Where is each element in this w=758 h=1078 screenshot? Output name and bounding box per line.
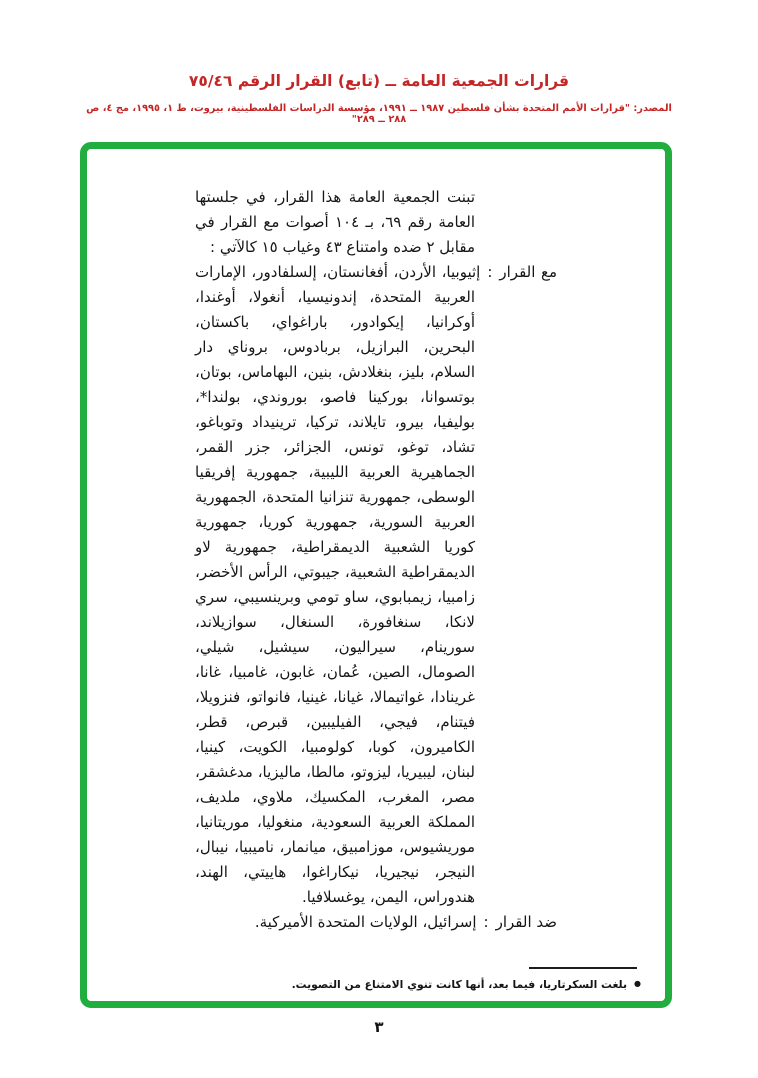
footnote-bullet-icon: ● bbox=[634, 979, 641, 988]
page-number: ٣ bbox=[374, 1018, 384, 1036]
page-title: قرارات الجمعية العامة ــ (تابع) القرار الرقم ٧٥/٤٦ bbox=[188, 72, 570, 90]
resolution-body bbox=[195, 185, 557, 935]
footnote-divider bbox=[529, 967, 637, 969]
vote-against-countries: إسرائيل، الولايات المتحدة الأميركية. bbox=[254, 913, 477, 931]
vote-against-label: ضد القرار bbox=[495, 913, 557, 931]
resolution-frame bbox=[80, 142, 672, 1008]
vote-for-item bbox=[195, 260, 557, 910]
source-line: المصدر: "قرارات الأمم المتحدة بشأن فلسطين ١٩٨٧ ــ ١٩٩١، مؤسسة الدراسات الفلسطينية، بيروت، ط ١، ١٩٩٥، مج ٤، ص ٢٨٨ ــ ٢٨٩" bbox=[86, 103, 672, 125]
vote-for-countries: إثيوبيا، الأردن، أفغانستان، إلسلفادور، الإمارات العربية المتحدة، إندونيسيا، أنغولا، أوغندا، أوكرانيا، إيكوادور، باراغواي، باكستان، البحرين، البرازيل، بربادوس، بروناي دار السلام، بليز، بنغلادش، بنين، البهاماس، بوتان، بوتسوانا، بوركينا فاصو، بوروندي، بولندا*، بوليفيا، بيرو، تايلاند، تركيا، ترينيداد وتوباغو، تشاد، توغو، تونس، الجزائر، جزر القمر، الجماهيرية العربية الليبية، جمهورية إفريقيا الوسطى، جمهورية تنزانيا المتحدة، الجمهورية العربية السورية، جمهورية كوريا، جمهورية كوريا الشعبية الديمقراطية، جمهورية لاو الديمقراطية الشعبية، جيبوتي، الرأس الأخضر، زامبيا، زيمبابوي، ساو تومي وبرينسيبي، سري لانكا، سنغافورة، السنغال، سوازيلاند، سورينام، سيراليون، سيشيل، شيلي، الصومال، الصين، عُمان، غابون، غامبيا، غانا، غرينادا، غواتيمالا، غيانا، غينيا، فانواتو، فنزويلا، فيتنام، فيجي، الفيليبين، قبرص، قطر، الكاميرون، كوبا، كولومبيا، الكويت، كينيا، لبنان، ليبيريا، ليزوتو، مالطا، ماليزيا، مدغشقر، مصر، المغرب، المكسيك، ملاوي، ملديف، المملكة العربية السعودية، منغوليا، موريتانيا، موريشيوس، موزامبيق، ميانمار، ناميبيا، نيبال، النيجر، نيجيريا، نيكاراغوا، هاييتي، الهند، هندوراس، اليمن، يوغسلافيا. bbox=[195, 263, 481, 906]
vote-for-label: مع القرار bbox=[499, 263, 557, 281]
footnote bbox=[121, 967, 641, 992]
vote-for-colon: : bbox=[487, 263, 493, 281]
vote-against-item bbox=[195, 910, 557, 935]
footnote-text bbox=[121, 976, 641, 992]
intro-paragraph: تبنت الجمعية العامة هذا القرار، في جلستها العامة رقم ٦٩، بـ ١٠٤ أصوات مع القرار في مقابل ٢ ضده وامتناع ٤٣ وغياب ١٥ كالآتي : bbox=[195, 188, 475, 256]
vote-against-colon: : bbox=[483, 913, 489, 931]
footnote-body: بلغت السكرتاريا، فيما بعد، أنها كانت تنوي الامتناع من التصويت. bbox=[291, 978, 628, 991]
